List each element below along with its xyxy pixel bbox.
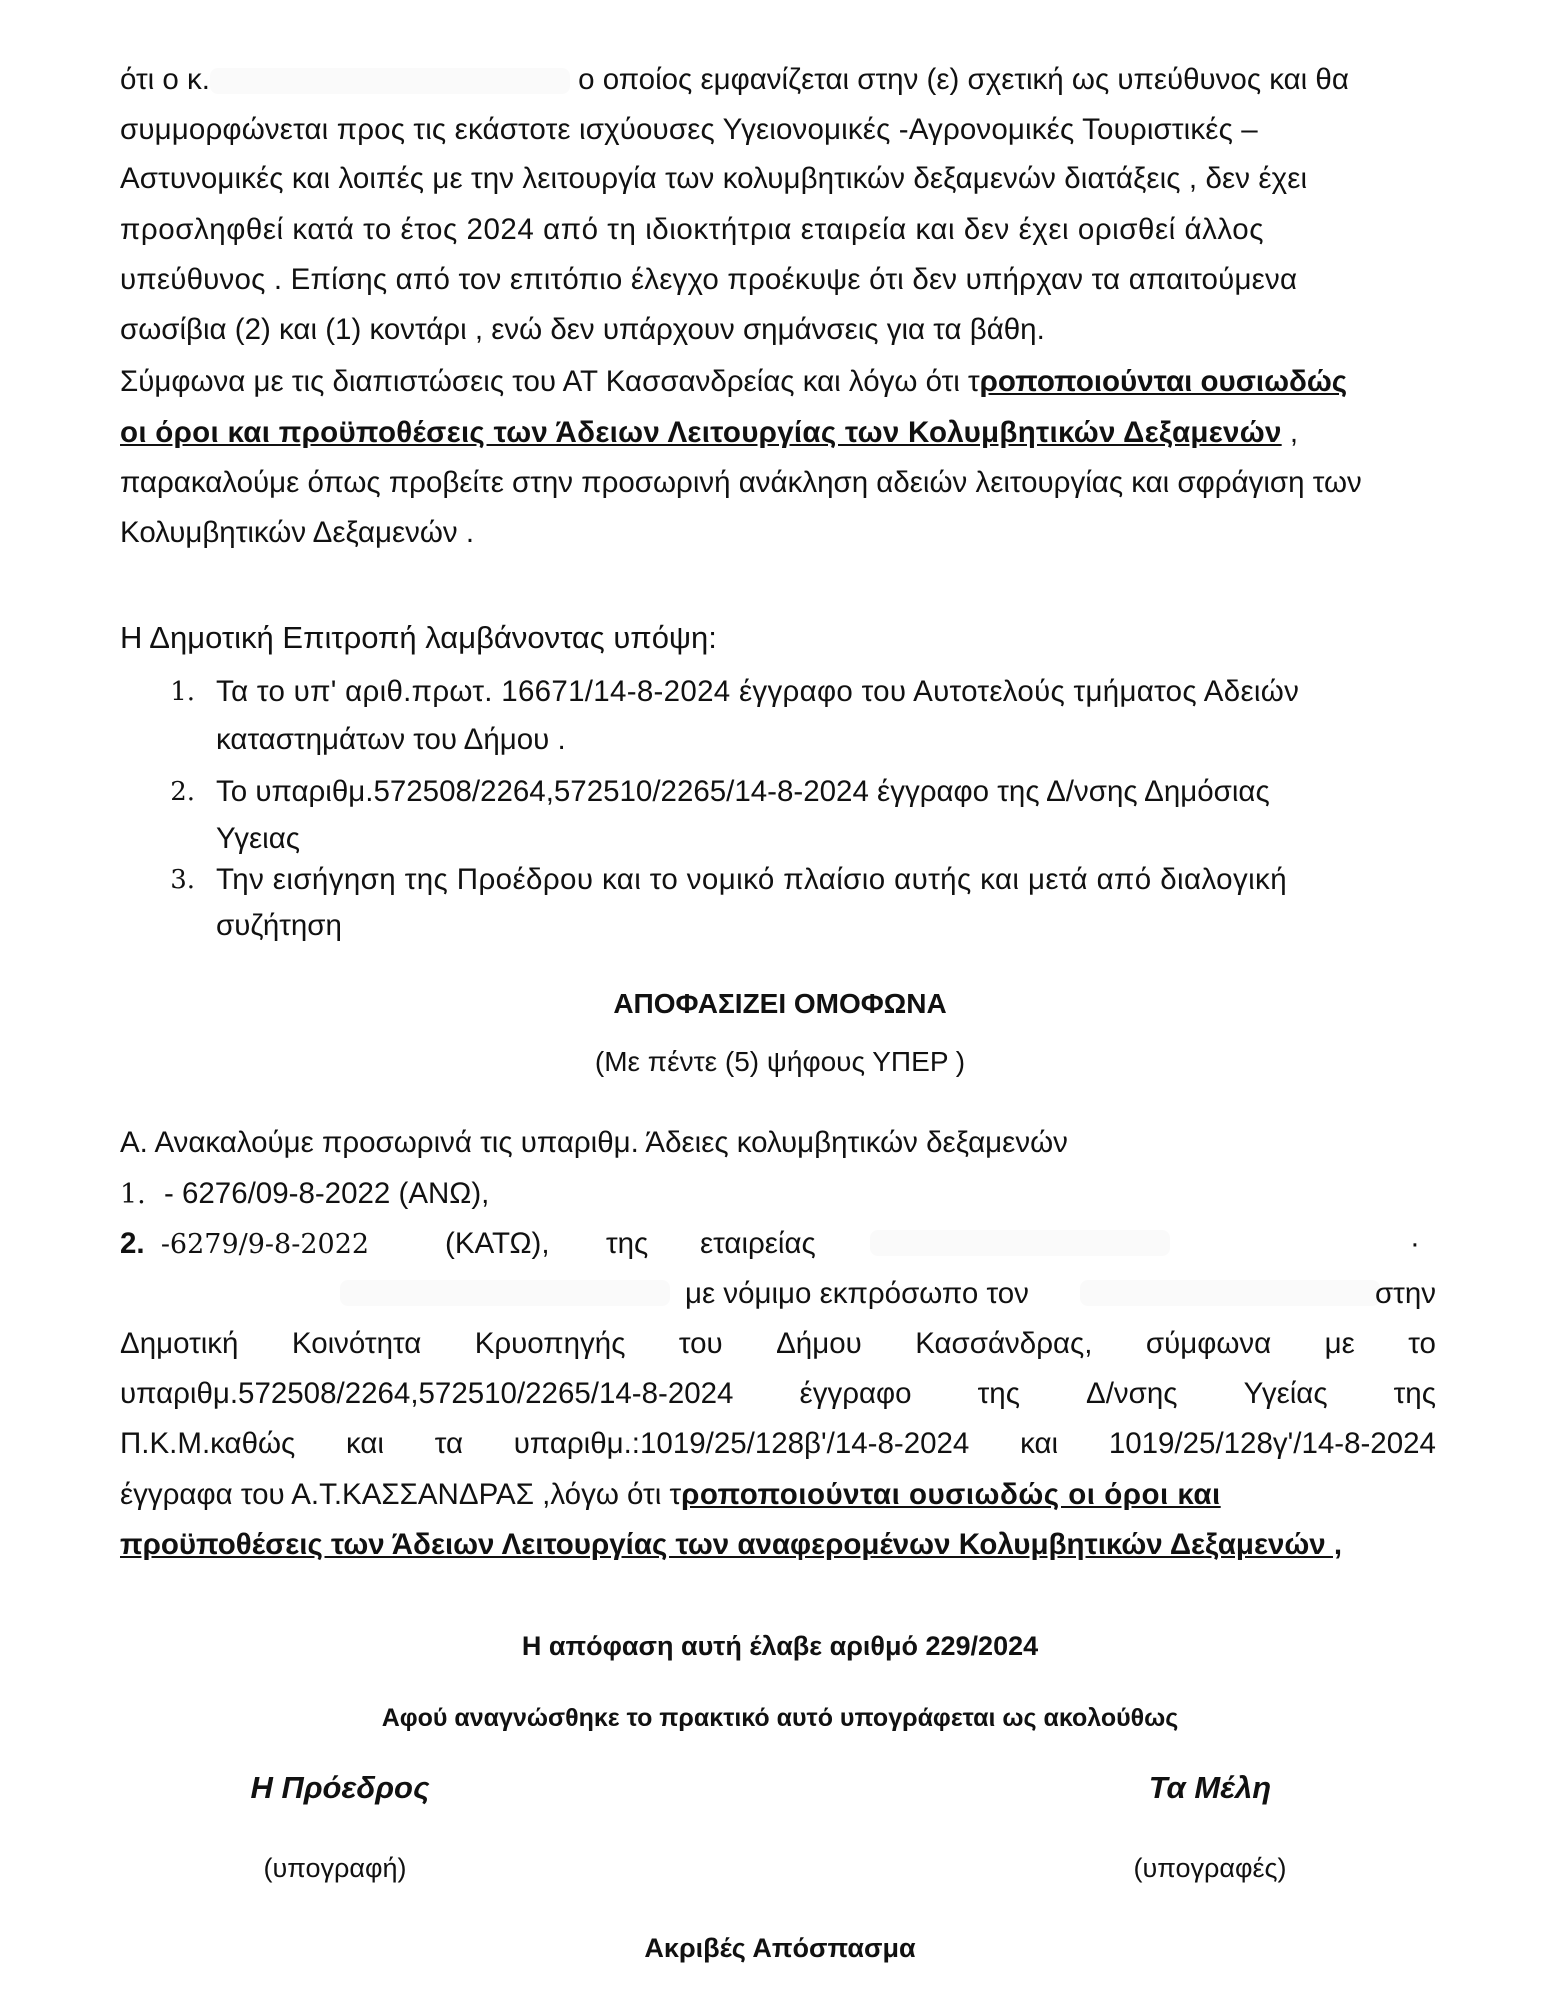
revocation-line4-word: Κοινότητα [291,1327,422,1360]
revocation-line5-word: της [977,1377,1020,1410]
considering-item2-number: 2. [170,777,195,807]
decision-votes: (Με πέντε (5) ψήφους ΥΠΕΡ ) [594,1046,966,1077]
signed-as-follows-line: Αφού αναγνώσθηκε το πρακτικό αυτό υπογράφεται ως ακολούθως [381,1704,1179,1732]
revocation-line5-word: της [1393,1377,1436,1410]
paragraph2-line1-start: Σύμφωνα με τις διαπιστώσεις του ΑΤ Κασσανδρείας και λόγω ότι τ [120,365,980,398]
considering-item2-line2: Υγειας [216,822,300,855]
members-signatures: (υπογραφές) [1133,1853,1287,1883]
revocation-line5 [120,1376,1436,1412]
paragraph1-line6: σωσίβια (2) και (1) κοντάρι , ενώ δεν υπάρχουν σημάνσεις για τα βάθη. [120,313,1045,346]
considering-item3-line1: Την εισήγηση της Προέδρου και το νομικό πλαίσιο αυτής και μετά από διαλογική [216,863,1288,896]
revocation-item2-kato: (ΚΑΤΩ), [445,1227,550,1260]
redacted-company-cont [340,1280,670,1306]
president-title: Η Πρόεδρος [250,1770,430,1805]
revocation-line6-word: υπαριθμ.:1019/25/128β'/14-8-2024 [513,1427,970,1460]
revocation-line6-word: 1019/25/128γ'/14-8-2024 [1108,1427,1436,1460]
redacted-company [870,1230,1170,1256]
considering-item1-line1: Τα το υπ' αριθ.πρωτ. 16671/14-8-2024 έγγραφο του Αυτοτελούς τμήματος Αδειών [216,675,1300,708]
revocation-line6 [120,1426,1436,1462]
revocation-item2-company-label: εταιρείας [700,1227,816,1260]
revocation-line4-word: του [678,1327,723,1360]
paragraph2-line4: Κολυμβητικών Δεξαμενών . [120,516,475,549]
revocation-item1-number: 1. [120,1179,146,1210]
revocation-line4-word: το [1408,1327,1436,1360]
paragraph2-line1-emphasis: ροποποιούνται ουσιωδώς [979,365,1348,398]
considering-heading: Η Δημοτική Επιτροπή λαμβάνοντας υπόψη: [120,620,717,655]
paragraph1-line2: συμμορφώνεται προς τις εκάστοτε ισχύουσες Υγειονομικές -Αγρονομικές Τουριστικές – [120,113,1258,146]
revocation-line3-representative: με νόμιμο εκπρόσωπο τον [685,1277,1029,1310]
paragraph2-line2-emphasis: οι όροι και προϋποθέσεις των Άδειων Λειτουργίας των Κολυμβητικών Δεξαμενών [120,416,1282,449]
decision-title: ΑΠΟΦΑΣΙΖΕΙ ΟΜΟΦΩΝΑ [613,988,947,1019]
revocation-line5-word: Δ/νσης [1086,1377,1178,1410]
revocation-line6-word: και [1020,1427,1059,1460]
paragraph2-line1 [120,364,1436,400]
paragraph1-line5: υπεύθυνος . Επίσης από τον επιτόπιο έλεγχο προέκυψε ότι δεν υπήρχαν τα απαιτούμενα [120,263,1298,296]
revocation-line7-start: έγγραφα του Α.Τ.ΚΑΣΣΑΝΔΡΑΣ ,λόγω ότι τ [120,1478,682,1511]
revocation-line7-emphasis: ροποποιούνται ουσιωδώς οι όροι και [681,1478,1221,1511]
revocation-line4-word: με [1324,1327,1355,1360]
revocation-line4-word: Δήμου [776,1327,862,1360]
revocation-item2-code: -6279/9-8-2022 [160,1229,370,1260]
revocation-line6-word: και [345,1427,384,1460]
revocation-line4-word: σύμφωνα [1145,1327,1272,1360]
paragraph1-line1 [120,62,1436,98]
paragraph1-line1-end: ο οποίος εμφανίζεται στην (ε) σχετική ως υπεύθυνος και θα [578,63,1349,96]
revocation-item2-tis: της [606,1227,649,1260]
considering-item3-line2: συζήτηση [216,909,342,942]
revocation-line6-word: τα [434,1427,464,1460]
considering-item3-number: 3. [170,865,195,895]
revocation-line5-word: έγγραφο [799,1377,912,1410]
revocation-line7 [120,1477,1436,1513]
paragraph1-line3: Αστυνομικές και λοιπές με την λειτουργία των κολυμβητικών δεξαμενών διατάξεις , δεν έχει [120,162,1308,195]
paragraph2-line2-end: , [1281,416,1299,449]
revocation-line4-word: Κρυοπηγής [474,1327,626,1360]
considering-item2-line1: Το υπαριθμ.572508/2264,572510/2265/14-8-2024 έγγραφο της Δ/νσης Δημόσιας [216,775,1270,808]
revocation-line5-word: υπαριθμ.572508/2264,572510/2265/14-8-2024 [120,1377,734,1410]
revocation-line8 [120,1527,1436,1563]
considering-item1-line2: καταστημάτων του Δήμου . [216,723,566,756]
revocation-line4-word: Δημοτική [120,1327,239,1360]
redacted-representative [1080,1280,1380,1306]
revocation-line8-emphasis: προϋποθέσεις των Άδειων Λειτουργίας των αναφερομένων Κολυμβητικών Δεξαμενών , [120,1528,1343,1561]
revocation-item1 [120,1176,1436,1213]
paragraph2-line2 [120,415,1436,451]
paragraph1-line1-start: ότι ο κ. [120,63,210,96]
members-title: Τα Μέλη [1148,1770,1272,1805]
footer-exact-extract: Ακριβές Απόσπασμα [644,1933,916,1963]
revocation-intro: Α. Ανακαλούμε προσωρινά τις υπαριθμ. Άδειες κολυμβητικών δεξαμενών [120,1126,1068,1159]
revocation-line6-word: Π.Κ.Μ.καθώς [120,1427,296,1460]
decision-number-line: Η απόφαση αυτή έλαβε αριθμό 229/2024 [521,1631,1039,1661]
redacted-name [210,68,570,94]
revocation-item2-dot: · [1410,1227,1420,1260]
revocation-line3-end: στην [1374,1277,1436,1310]
revocation-item1-text: - 6276/09-8-2022 (ΑΝΩ), [163,1177,490,1210]
revocation-item2 [120,1226,1436,1263]
revocation-line4 [120,1326,1436,1362]
considering-item1-number: 1. [170,677,195,707]
paragraph2-line3: παρακαλούμε όπως προβείτε στην προσωρινή ανάκληση αδειών λειτουργίας και σφράγιση των [120,466,1362,499]
revocation-item2-number: 2. [120,1227,145,1260]
paragraph1-line4: προσληφθεί κατά το έτος 2024 από τη ιδιοκτήτρια εταιρεία και δεν έχει ορισθεί άλλος [120,213,1265,246]
revocation-line5-word: Υγείας [1243,1377,1328,1410]
revocation-line4-word: Κασσάνδρας, [915,1327,1093,1360]
president-signature: (υπογραφή) [263,1853,407,1883]
